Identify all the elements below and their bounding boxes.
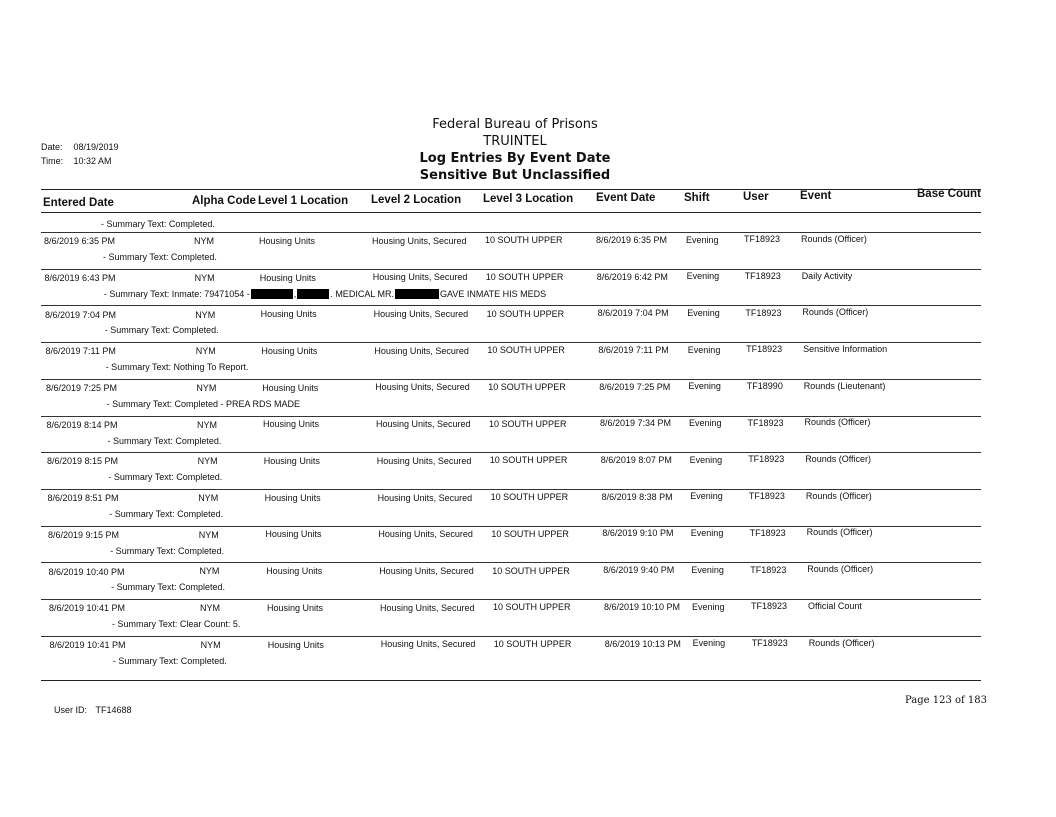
user-cell: TF18990 bbox=[746, 381, 783, 391]
event-date-cell: 8/6/2019 10:13 PM bbox=[604, 638, 681, 649]
shift-cell: Evening bbox=[688, 381, 721, 392]
user-cell: TF18923 bbox=[744, 234, 781, 245]
level1-location-cell: Housing Units bbox=[259, 235, 316, 246]
col-base-count: Base Count bbox=[917, 188, 981, 200]
alpha-code-cell: NYM bbox=[196, 382, 217, 393]
entered-date-cell: 8/6/2019 8:51 PM bbox=[47, 493, 119, 504]
user-id-value: TF14688 bbox=[95, 705, 132, 715]
event-cell: Rounds (Officer) bbox=[805, 490, 872, 501]
event-cell: Rounds (Officer) bbox=[806, 527, 873, 538]
report-titles bbox=[395, 116, 635, 184]
level3-location-cell: 10 SOUTH UPPER bbox=[485, 271, 564, 282]
entered-date-cell: 8/6/2019 8:14 PM bbox=[46, 419, 118, 430]
user-cell: TF18923 bbox=[747, 417, 784, 428]
report-title: Federal Bureau of Prisons bbox=[432, 117, 598, 132]
alpha-code-cell: NYM bbox=[197, 419, 217, 430]
level3-location-cell: 10 SOUTH UPPER bbox=[490, 492, 569, 503]
level2-location-cell: Housing Units, Secured bbox=[380, 639, 476, 650]
row-divider bbox=[41, 636, 981, 637]
event-cell: Rounds (Officer) bbox=[801, 233, 867, 244]
alpha-code-cell: NYM bbox=[194, 236, 214, 247]
row-divider bbox=[41, 562, 981, 563]
user-cell: TF18923 bbox=[745, 307, 782, 318]
alpha-code-cell: NYM bbox=[194, 272, 215, 283]
event-date-cell: 8/6/2019 7:34 PM bbox=[600, 418, 672, 429]
level1-location-cell: Housing Units bbox=[263, 456, 320, 466]
entered-date-cell: 8/6/2019 10:41 PM bbox=[49, 603, 126, 614]
summary-text: - Summary Text: Completed. bbox=[111, 582, 225, 593]
event-cell: Daily Activity bbox=[801, 270, 853, 281]
event-date-cell: 8/6/2019 8:07 PM bbox=[600, 455, 672, 465]
event-date-cell: 8/6/2019 7:25 PM bbox=[599, 381, 671, 392]
shift-cell: Evening bbox=[687, 307, 720, 318]
summary-text: - Summary Text: Nothing To Report. bbox=[105, 362, 249, 373]
header-bottom-rule bbox=[41, 212, 981, 213]
level3-location-cell: 10 SOUTH UPPER bbox=[491, 528, 569, 539]
shift-cell: Evening bbox=[692, 638, 726, 649]
level2-location-cell: Housing Units, Secured bbox=[375, 382, 470, 393]
shift-cell: Evening bbox=[690, 491, 723, 502]
user-cell: TF18923 bbox=[751, 637, 788, 648]
event-date-cell: 8/6/2019 6:42 PM bbox=[596, 271, 668, 282]
row-divider bbox=[41, 379, 981, 380]
date-value: 08/19/2019 bbox=[73, 142, 119, 152]
col-entered-date: Entered Date bbox=[43, 197, 114, 209]
page-number: Page 123 of 183 bbox=[905, 695, 987, 706]
event-cell: Rounds (Officer) bbox=[808, 637, 875, 648]
summary-text: - Summary Text: Completed. bbox=[112, 655, 227, 666]
entered-date-cell: 8/6/2019 7:04 PM bbox=[45, 309, 117, 320]
alpha-code-cell: NYM bbox=[199, 566, 220, 577]
col-alpha-code: Alpha Code bbox=[192, 195, 256, 207]
shift-cell: Evening bbox=[691, 564, 724, 575]
redaction-block bbox=[297, 289, 329, 299]
report-date bbox=[41, 142, 119, 152]
event-cell: Rounds (Officer) bbox=[807, 564, 874, 575]
level3-location-cell: 10 SOUTH UPPER bbox=[493, 638, 572, 649]
shift-cell: Evening bbox=[689, 454, 723, 465]
level2-location-cell: Housing Units, Secured bbox=[376, 419, 471, 430]
event-date-cell: 8/6/2019 9:40 PM bbox=[603, 565, 675, 576]
classification-label: Sensitive But Unclassified bbox=[419, 168, 611, 183]
shift-cell: Evening bbox=[692, 601, 725, 612]
level1-location-cell: Housing Units bbox=[266, 566, 323, 577]
level1-location-cell: Housing Units bbox=[265, 529, 322, 540]
summary-text bbox=[104, 289, 546, 299]
row-divider bbox=[41, 599, 981, 600]
level1-location-cell: Housing Units bbox=[263, 419, 320, 430]
col-event-date: Event Date bbox=[596, 192, 656, 204]
event-cell: Official Count bbox=[808, 600, 862, 611]
event-date-cell: 8/6/2019 7:11 PM bbox=[598, 344, 669, 355]
user-cell: TF18923 bbox=[744, 270, 781, 281]
level3-location-cell: 10 SOUTH UPPER bbox=[489, 455, 568, 466]
alpha-code-cell: NYM bbox=[195, 346, 216, 357]
level1-location-cell: Housing Units bbox=[267, 602, 324, 613]
entered-date-cell: 8/6/2019 8:15 PM bbox=[47, 456, 119, 467]
footer-user bbox=[54, 705, 132, 715]
level3-location-cell: 10 SOUTH UPPER bbox=[486, 308, 565, 319]
time-value: 10:32 AM bbox=[73, 156, 112, 166]
event-cell: Rounds (Officer) bbox=[805, 454, 872, 464]
summary-text: - Summary Text: Completed. bbox=[104, 325, 219, 336]
summary-text: - Summary Text: Completed. bbox=[110, 545, 225, 556]
facility-name: TRUINTEL bbox=[483, 134, 547, 149]
alpha-code-cell: NYM bbox=[197, 456, 218, 467]
level2-location-cell: Housing Units, Secured bbox=[379, 565, 474, 576]
event-date-cell: 8/6/2019 9:10 PM bbox=[602, 528, 674, 539]
event-date-cell: 8/6/2019 7:04 PM bbox=[597, 308, 669, 319]
alpha-code-cell: NYM bbox=[195, 309, 216, 320]
level2-location-cell: Housing Units, Secured bbox=[373, 309, 469, 319]
header-top-rule bbox=[41, 189, 981, 190]
event-cell: Rounds (Officer) bbox=[804, 417, 871, 428]
alpha-code-cell: NYM bbox=[198, 529, 219, 540]
user-cell: TF18923 bbox=[749, 527, 786, 538]
col-event: Event bbox=[800, 190, 832, 202]
event-cell: Rounds (Lieutenant) bbox=[803, 380, 886, 391]
entered-date-cell: 8/6/2019 7:11 PM bbox=[45, 346, 116, 357]
alpha-code-cell: NYM bbox=[200, 639, 221, 650]
shift-cell: Evening bbox=[686, 234, 719, 245]
summary-text: - Summary Text: Completed. bbox=[103, 252, 217, 262]
entered-date-cell: 8/6/2019 9:15 PM bbox=[48, 529, 120, 540]
level1-location-cell: Housing Units bbox=[261, 345, 318, 356]
table-bottom-rule bbox=[41, 680, 981, 681]
shift-cell: Evening bbox=[687, 344, 721, 355]
summary-text-part: GAVE INMATE HIS MEDS bbox=[440, 288, 547, 299]
level1-location-cell: Housing Units bbox=[260, 309, 317, 320]
col-user: User bbox=[743, 191, 769, 203]
level1-location-cell: Housing Units bbox=[259, 272, 316, 283]
user-cell: TF18923 bbox=[748, 454, 785, 465]
event-date-cell: 8/6/2019 6:35 PM bbox=[596, 234, 668, 245]
report-time bbox=[41, 156, 112, 166]
entered-date-cell: 8/6/2019 6:43 PM bbox=[44, 272, 116, 283]
row-divider bbox=[41, 489, 981, 490]
level1-location-cell: Housing Units bbox=[264, 492, 321, 503]
user-cell: TF18923 bbox=[751, 601, 788, 612]
entered-date-cell: 8/6/2019 10:41 PM bbox=[49, 639, 126, 650]
level3-location-cell: 10 SOUTH UPPER bbox=[485, 235, 563, 246]
entered-date-cell: 8/6/2019 10:40 PM bbox=[48, 566, 125, 577]
row-divider bbox=[41, 342, 981, 343]
entered-date-cell: 8/6/2019 6:35 PM bbox=[44, 236, 116, 247]
row-divider bbox=[41, 305, 981, 306]
summary-text: - Summary Text: Completed. bbox=[101, 219, 215, 229]
level3-location-cell: 10 SOUTH UPPER bbox=[487, 345, 565, 356]
alpha-code-cell: NYM bbox=[200, 603, 220, 614]
summary-text: - Summary Text: Completed. bbox=[108, 472, 223, 483]
level2-location-cell: Housing Units, Secured bbox=[372, 272, 468, 283]
alpha-code-cell: NYM bbox=[198, 493, 219, 503]
level3-location-cell: 10 SOUTH UPPER bbox=[493, 602, 571, 613]
col-level3-location: Level 3 Location bbox=[483, 193, 574, 205]
redaction-block bbox=[251, 289, 293, 299]
level3-location-cell: 10 SOUTH UPPER bbox=[492, 565, 570, 576]
shift-cell: Evening bbox=[686, 271, 720, 282]
event-date-cell: 8/6/2019 8:38 PM bbox=[601, 491, 673, 502]
user-cell: TF18923 bbox=[748, 491, 785, 502]
row-divider bbox=[41, 526, 981, 527]
summary-text-part: . MEDICAL MR. bbox=[330, 288, 394, 299]
redaction-block bbox=[395, 289, 439, 299]
summary-text: - Summary Text: Completed - PREA RDS MADE bbox=[106, 398, 300, 409]
level2-location-cell: Housing Units, Secured bbox=[376, 455, 472, 466]
time-label: Time: bbox=[41, 156, 64, 166]
summary-text: - Summary Text: Completed. bbox=[109, 508, 224, 519]
row-divider bbox=[41, 232, 981, 233]
col-level1-location: Level 1 Location bbox=[258, 195, 349, 207]
summary-text: - Summary Text: Completed. bbox=[107, 435, 222, 446]
date-label: Date: bbox=[41, 142, 63, 152]
event-cell: Rounds (Officer) bbox=[802, 307, 869, 318]
row-divider bbox=[41, 269, 981, 270]
level2-location-cell: Housing Units, Secured bbox=[374, 345, 469, 356]
col-level2-location: Level 2 Location bbox=[371, 194, 462, 206]
entered-date-cell: 8/6/2019 7:25 PM bbox=[46, 383, 118, 393]
row-divider bbox=[41, 416, 981, 417]
level2-location-cell: Housing Units, Secured bbox=[380, 602, 475, 613]
report-subtitle: Log Entries By Event Date bbox=[419, 151, 611, 166]
level2-location-cell: Housing Units, Secured bbox=[378, 529, 473, 540]
level2-location-cell: Housing Units, Secured bbox=[377, 492, 473, 503]
level2-location-cell: Housing Units, Secured bbox=[372, 235, 467, 246]
col-shift: Shift bbox=[684, 192, 710, 204]
level1-location-cell: Housing Units bbox=[262, 382, 319, 393]
event-cell: Sensitive Information bbox=[803, 343, 888, 354]
summary-text: - Summary Text: Clear Count: 5. bbox=[112, 619, 241, 629]
level1-location-cell: Housing Units bbox=[267, 639, 324, 650]
user-id-label: User ID: bbox=[54, 705, 88, 715]
shift-cell: Evening bbox=[689, 418, 722, 428]
summary-text-part: - Summary Text: Inmate: 79471054 - bbox=[103, 288, 250, 299]
summary-text-part: , bbox=[293, 288, 297, 299]
event-date-cell: 8/6/2019 10:10 PM bbox=[604, 601, 681, 612]
user-cell: TF18923 bbox=[746, 344, 783, 355]
shift-cell: Evening bbox=[690, 528, 724, 539]
level3-location-cell: 10 SOUTH UPPER bbox=[488, 382, 566, 392]
row-divider bbox=[41, 452, 981, 453]
user-cell: TF18923 bbox=[750, 564, 787, 575]
level3-location-cell: 10 SOUTH UPPER bbox=[489, 418, 567, 429]
